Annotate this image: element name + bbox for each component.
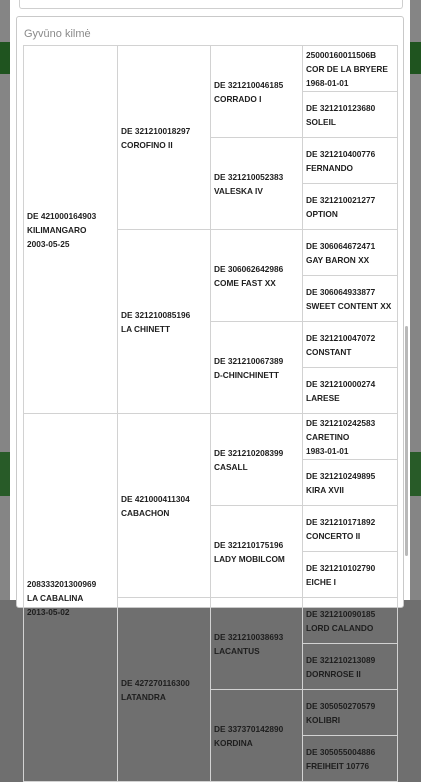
animal-birthdate: 2013-05-02	[27, 606, 70, 617]
animal-id: DE 321210038693	[214, 631, 284, 642]
pedigree-row	[24, 46, 398, 92]
pedigree-cell-gen4	[303, 690, 398, 736]
animal-name: KORDINA	[214, 737, 253, 748]
pedigree-cell-gen4	[303, 644, 398, 690]
animal-name: OPTION	[306, 208, 338, 219]
previous-section-box	[19, 0, 403, 9]
pedigree-cell-gen2	[118, 46, 211, 230]
pedigree-cell-gen3	[211, 690, 303, 782]
animal-birthdate: 1968-01-01	[306, 77, 349, 88]
pedigree-cell-gen4	[303, 598, 398, 644]
animal-id: DE 321210052383	[214, 171, 284, 182]
animal-name: VALESKA IV	[214, 185, 263, 196]
animal-id: DE 321210213089	[306, 654, 376, 665]
pedigree-cell-gen4	[303, 184, 398, 230]
animal-id: DE 305055004886	[306, 746, 376, 757]
animal-name: SOLEIL	[306, 116, 336, 127]
pedigree-cell-gen3	[211, 138, 303, 230]
animal-birthdate: 1983-01-01	[306, 445, 349, 456]
animal-id: DE 321210067389	[214, 355, 284, 366]
pedigree-cell-gen3	[211, 46, 303, 138]
animal-id: 208333201300969	[27, 578, 97, 589]
animal-name: EICHE I	[306, 576, 336, 587]
animal-id: DE 321210018297	[121, 125, 191, 136]
animal-name: KIRA XVII	[306, 484, 344, 495]
pedigree-cell-gen3	[211, 598, 303, 690]
animal-id: DE 321210046185	[214, 79, 284, 90]
animal-id: DE 321210123680	[306, 102, 376, 113]
animal-id: DE 321210171892	[306, 516, 376, 527]
animal-id: DE 337370142890	[214, 723, 284, 734]
animal-id: DE 321210047072	[306, 332, 376, 343]
animal-id: DE 321210021277	[306, 194, 376, 205]
animal-name: KILIMANGARO	[27, 224, 87, 235]
pedigree-cell-gen4	[303, 552, 398, 598]
pedigree-cell-gen3	[211, 414, 303, 506]
animal-id: DE 306062642986	[214, 263, 284, 274]
animal-id: DE 306064672471	[306, 240, 376, 251]
pedigree-cell-gen2	[118, 414, 211, 598]
pedigree-modal	[10, 0, 410, 771]
animal-name: CONCERTO II	[306, 530, 361, 541]
pedigree-cell-gen2	[118, 598, 211, 782]
pedigree-row	[24, 414, 398, 460]
animal-id: DE 321210175196	[214, 539, 284, 550]
animal-name: CORRADO I	[214, 93, 262, 104]
pedigree-cell-gen1	[24, 46, 118, 414]
animal-name: SWEET CONTENT XX	[306, 300, 392, 311]
pedigree-panel	[16, 16, 404, 771]
pedigree-cell-gen4	[303, 414, 398, 460]
animal-name: LA CABALINA	[27, 592, 84, 603]
animal-name: DORNROSE II	[306, 668, 361, 679]
animal-id: DE 427270116300	[121, 677, 190, 688]
pedigree-cell-gen4	[303, 276, 398, 322]
pedigree-cell-gen4	[303, 322, 398, 368]
pedigree-cell-gen4	[303, 736, 398, 782]
pedigree-cell-gen1	[24, 414, 118, 782]
animal-name: D-CHINCHINETT	[214, 369, 279, 380]
animal-id: DE 421000164903	[27, 210, 97, 221]
animal-name: KOLIBRI	[306, 714, 341, 725]
animal-id: DE 305050270579	[306, 700, 376, 711]
pedigree-cell-gen4	[303, 138, 398, 184]
animal-name: LADY MOBILCOM	[214, 553, 285, 564]
animal-name: LACANTUS	[214, 645, 260, 656]
animal-id: DE 321210249895	[306, 470, 376, 481]
animal-id: DE 321210090185	[306, 608, 376, 619]
pedigree-table	[23, 45, 398, 782]
pedigree-cell-gen3	[211, 322, 303, 414]
pedigree-cell-gen4	[303, 230, 398, 276]
animal-name: LARESE	[306, 392, 340, 403]
animal-id: DE 321210242583	[306, 417, 376, 428]
animal-name: COR DE LA BRYERE	[306, 63, 388, 74]
animal-name: CASALL	[214, 461, 248, 472]
animal-id: DE 321210000274	[306, 378, 376, 389]
pedigree-cell-gen4	[303, 460, 398, 506]
scrollbar[interactable]	[405, 326, 408, 556]
animal-id: 25000160011506B	[306, 49, 377, 60]
animal-name: GAY BARON XX	[306, 254, 370, 265]
pedigree-cell-gen4	[303, 92, 398, 138]
animal-name: FREIHEIT 10776	[306, 760, 370, 771]
animal-name: COME FAST XX	[214, 277, 276, 288]
animal-name: LA CHINETT	[121, 323, 171, 334]
animal-id: DE 321210400776	[306, 148, 376, 159]
animal-name: LATANDRA	[121, 691, 166, 702]
pedigree-cell-gen2	[118, 230, 211, 414]
panel-title: Gyvūno kilmė	[24, 28, 91, 40]
animal-id: DE 421000411304	[121, 493, 190, 504]
animal-name: CABACHON	[121, 507, 170, 518]
animal-name: CONSTANT	[306, 346, 352, 357]
pedigree-cell-gen3	[211, 230, 303, 322]
animal-name: CARETINO	[306, 431, 350, 442]
pedigree-cell-gen4	[303, 46, 398, 92]
pedigree-cell-gen4	[303, 506, 398, 552]
animal-name: COROFINO II	[121, 139, 173, 150]
animal-name: LORD CALANDO	[306, 622, 374, 633]
animal-id: DE 321210102790	[306, 562, 376, 573]
animal-name: FERNANDO	[306, 162, 354, 173]
animal-id: DE 321210085196	[121, 309, 191, 320]
pedigree-cell-gen3	[211, 506, 303, 598]
animal-id: DE 306064933877	[306, 286, 376, 297]
animal-id: DE 321210208399	[214, 447, 284, 458]
pedigree-cell-gen4	[303, 368, 398, 414]
animal-birthdate: 2003-05-25	[27, 238, 70, 249]
